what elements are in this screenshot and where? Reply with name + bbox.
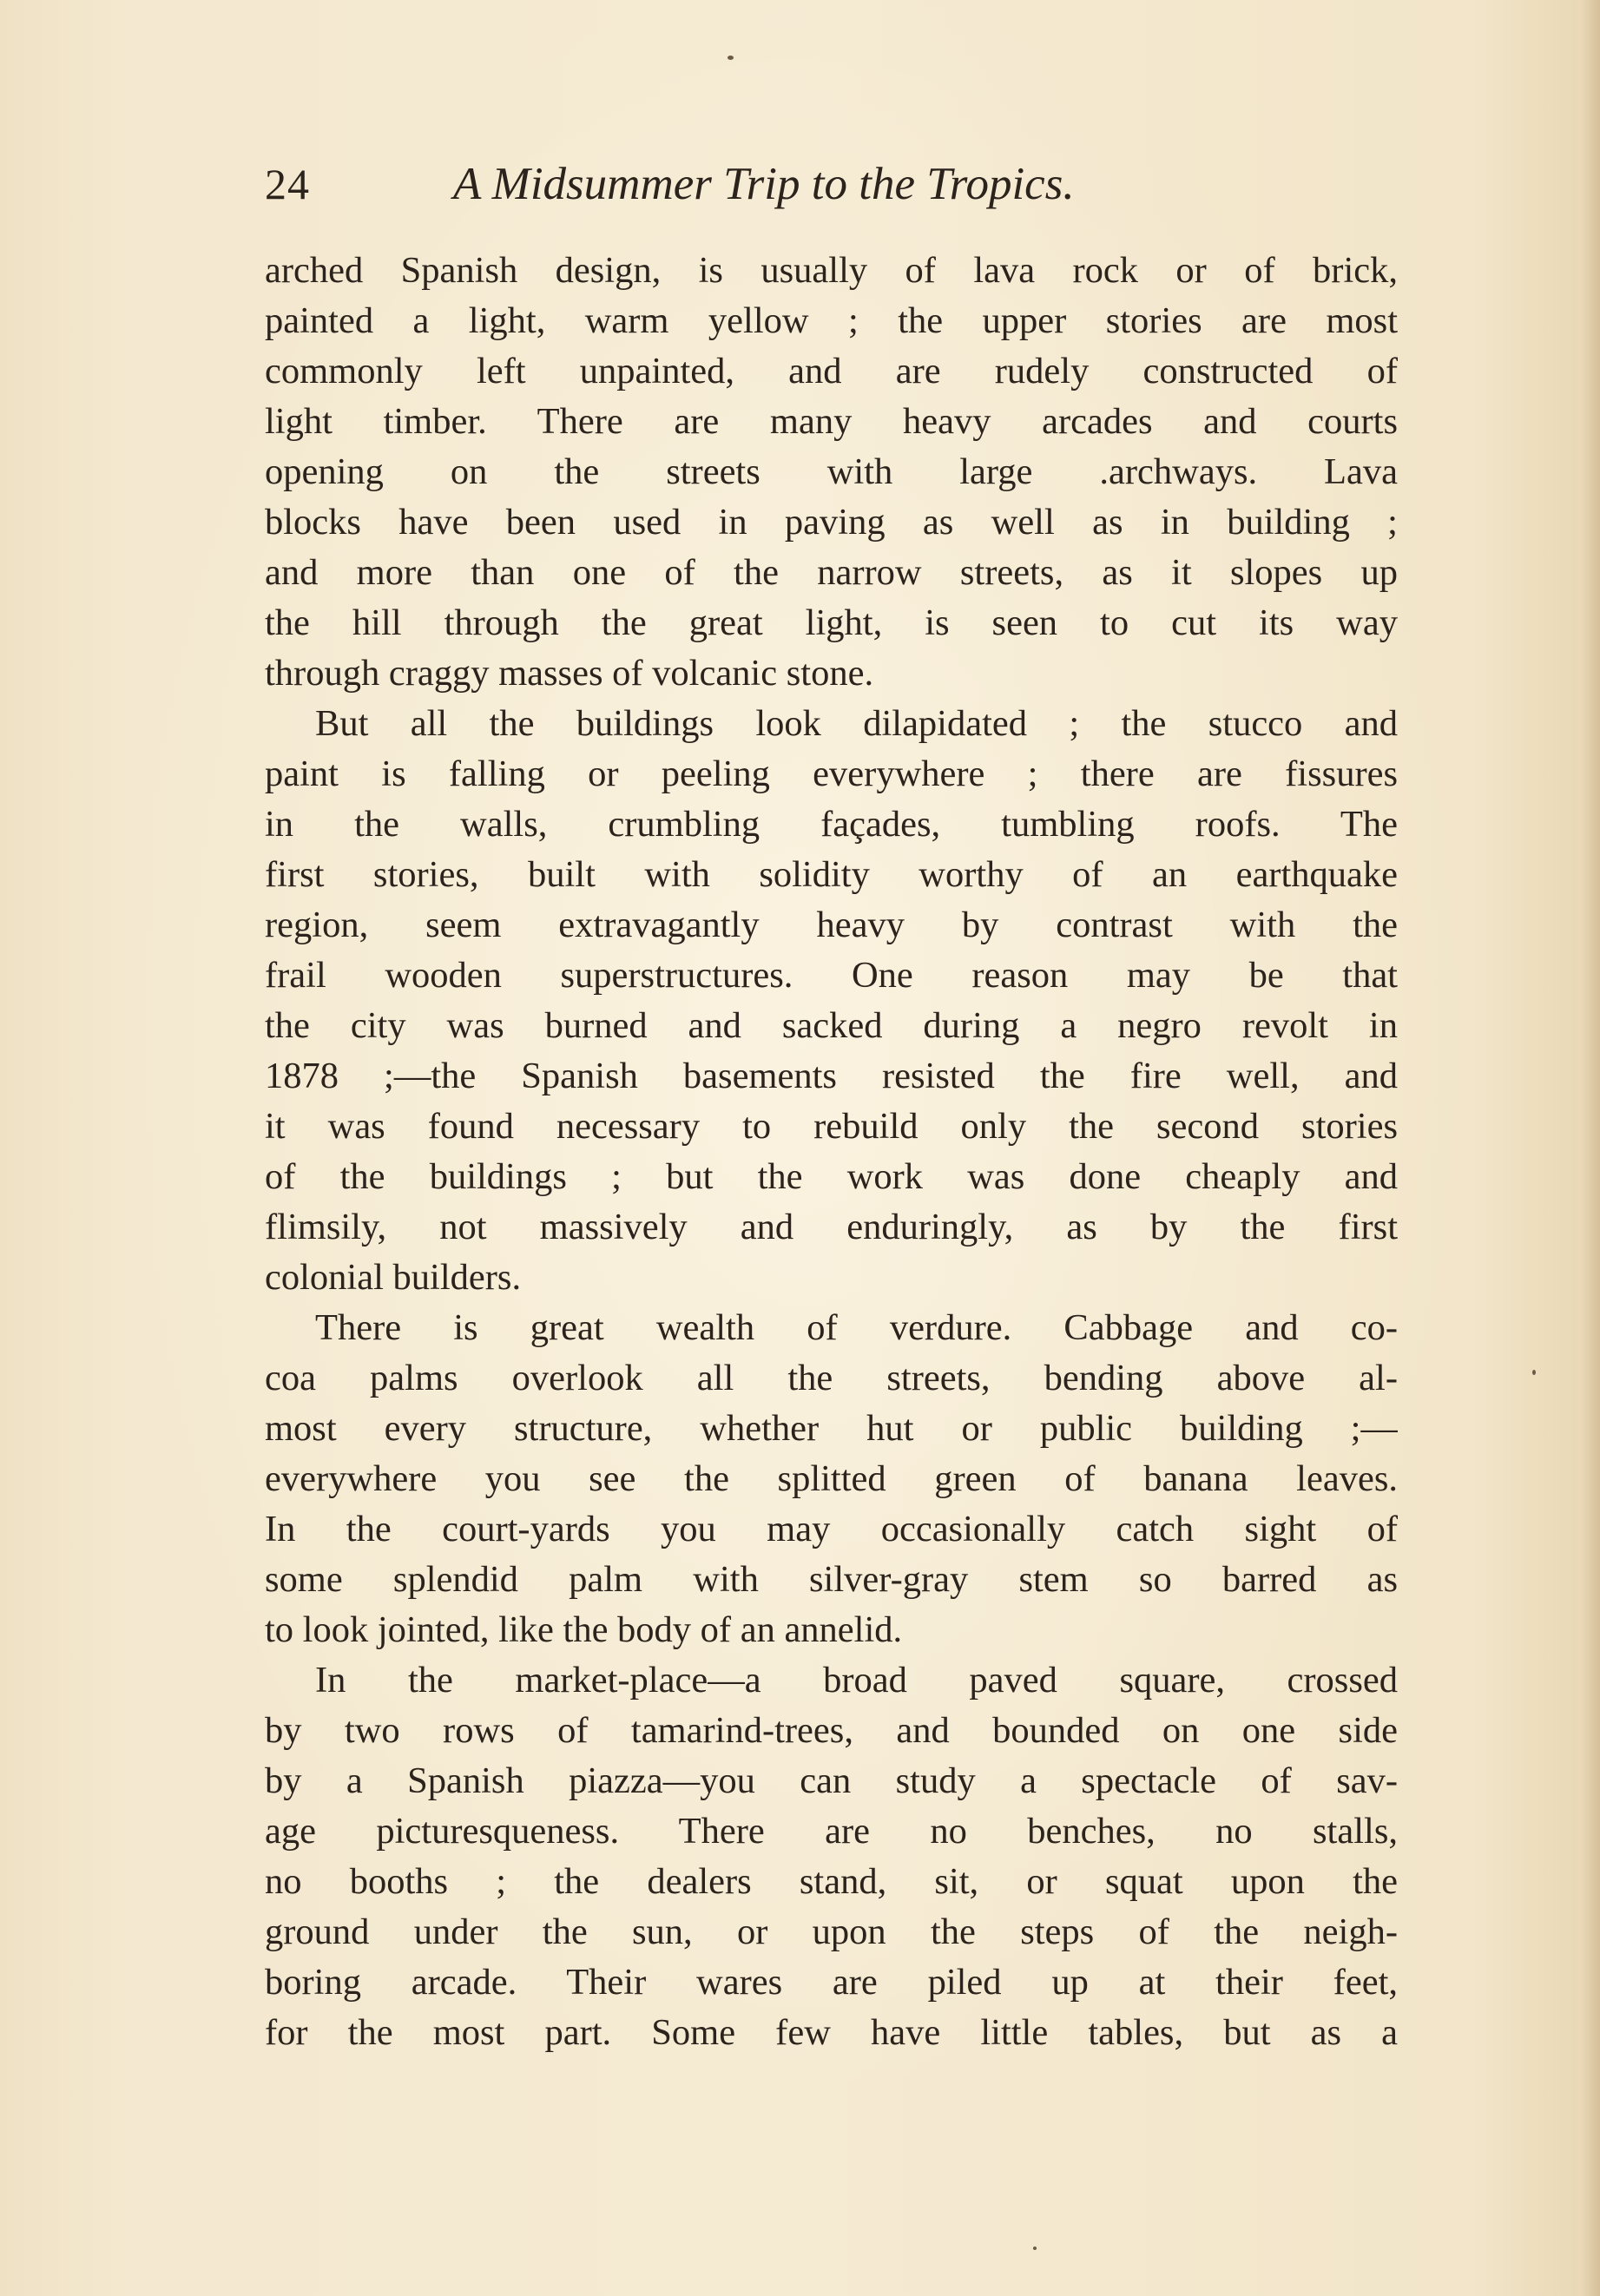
text-line: for the most part. Some few have little tables, but as a bbox=[265, 2012, 1398, 2053]
text-line: colonial builders. bbox=[265, 1257, 522, 1298]
text-line: everywhere you see the splitted green of banana leaves. bbox=[265, 1458, 1398, 1499]
paper-speck bbox=[1532, 1370, 1536, 1375]
page-number: 24 bbox=[265, 160, 310, 208]
text-line: flimsily, not massively and enduringly, as by the first bbox=[265, 1207, 1398, 1247]
text-line: There is great wealth of verdure. Cabbage and co- bbox=[315, 1307, 1398, 1348]
text-line: But all the buildings look dilapidated ; the stucco and bbox=[315, 703, 1398, 744]
text-line: light timber. There are many heavy arcades and courts bbox=[265, 401, 1398, 442]
text-line: the city was burned and sacked during a negro revolt in bbox=[265, 1005, 1398, 1046]
text-line: In the court-yards you may occasionally catch sight of bbox=[265, 1509, 1398, 1549]
text-line: arched Spanish design, is usually of lava rock or of brick, bbox=[265, 250, 1398, 291]
text-line: some splendid palm with silver-gray stem so barred as bbox=[265, 1559, 1398, 1600]
text-line: and more than one of the narrow streets, as it slopes up bbox=[265, 552, 1398, 593]
text-line: by two rows of tamarind-trees, and bounded on one side bbox=[265, 1710, 1398, 1751]
text-line: opening on the streets with large .archways. Lava bbox=[265, 451, 1398, 492]
paper-speck bbox=[728, 56, 734, 60]
running-header bbox=[265, 149, 1398, 219]
text-line: ground under the sun, or upon the steps of the neigh- bbox=[265, 1911, 1398, 1952]
text-line: in the walls, crumbling façades, tumbling roofs. The bbox=[265, 804, 1398, 845]
text-line: first stories, built with solidity worthy of an earthquake bbox=[265, 854, 1398, 895]
text-line: region, seem extravagantly heavy by contrast with the bbox=[265, 905, 1398, 945]
text-line: by a Spanish piazza—you can study a spectacle of sav- bbox=[265, 1760, 1398, 1801]
text-line: boring arcade. Their wares are piled up at their feet, bbox=[265, 1962, 1398, 2003]
text-line: painted a light, warm yellow ; the upper stories are most bbox=[265, 300, 1398, 341]
text-line: commonly left unpainted, and are rudely constructed of bbox=[265, 351, 1398, 391]
text-line: paint is falling or peeling everywhere ; there are fissures bbox=[265, 753, 1398, 794]
page-edge-shadow bbox=[1581, 0, 1600, 2296]
text-line: frail wooden superstructures. One reason may be that bbox=[265, 955, 1398, 996]
text-line: 1878 ;—the Spanish basements resisted the fire well, and bbox=[265, 1056, 1398, 1096]
text-line: the hill through the great light, is seen to cut its way bbox=[265, 602, 1398, 643]
text-line: no booths ; the dealers stand, sit, or squat upon the bbox=[265, 1861, 1398, 1902]
text-line: In the market-place—a broad paved square, crossed bbox=[315, 1660, 1398, 1701]
text-line: it was found necessary to rebuild only the second stories bbox=[265, 1106, 1398, 1147]
text-line: through craggy masses of volcanic stone. bbox=[265, 653, 874, 694]
text-line: of the buildings ; but the work was done cheaply and bbox=[265, 1156, 1398, 1197]
text-line: most every structure, whether hut or public building ;— bbox=[265, 1408, 1398, 1449]
body-text bbox=[265, 246, 1398, 2058]
text-line: to look jointed, like the body of an annelid. bbox=[265, 1609, 903, 1650]
text-line: blocks have been used in paving as well as in building ; bbox=[265, 502, 1398, 543]
running-title: A Midsummer Trip to the Tropics. bbox=[453, 159, 1075, 209]
text-line: coa palms overlook all the streets, bending above al- bbox=[265, 1358, 1398, 1398]
paper-speck bbox=[1033, 2247, 1037, 2250]
text-line: age picturesqueness. There are no benches, no stalls, bbox=[265, 1811, 1398, 1852]
